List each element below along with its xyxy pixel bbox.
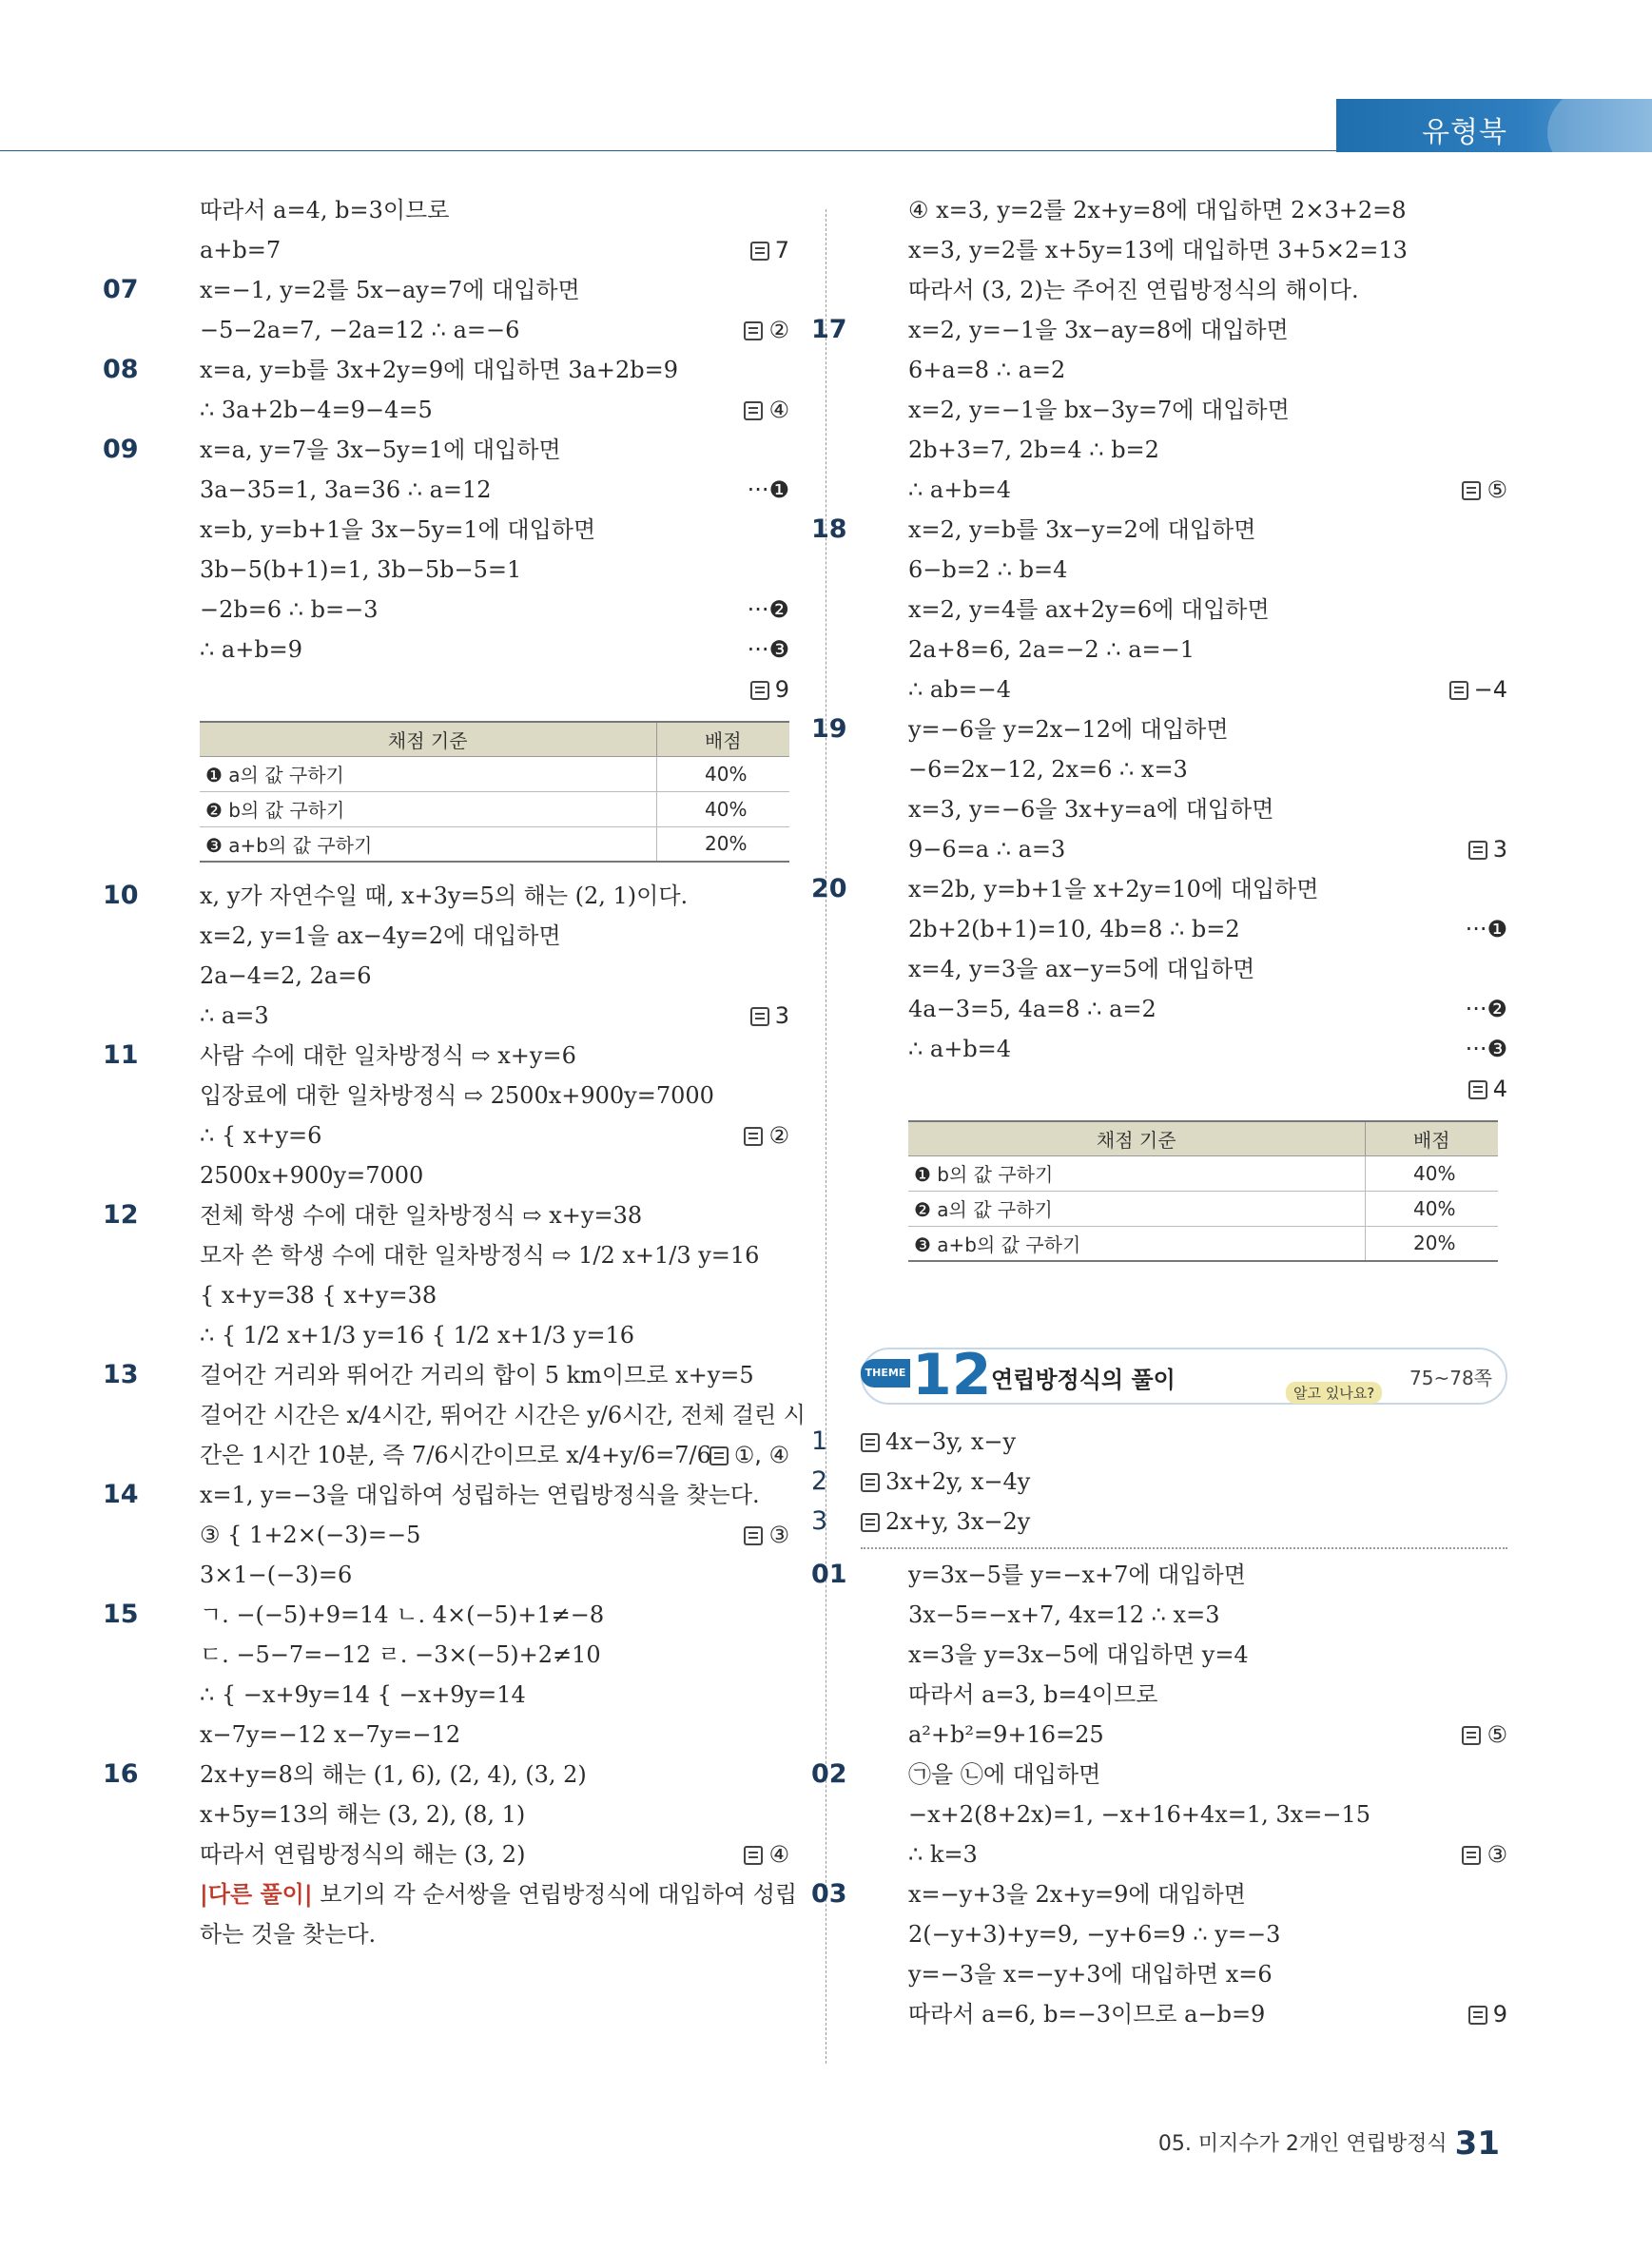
answer-icon — [1468, 2006, 1487, 2025]
alt-solution-label: |다른 풀이| — [200, 1881, 313, 1908]
left-solutions-a — [103, 190, 789, 709]
solution-text: ∴ { x+y=6 — [200, 1122, 322, 1149]
problem-number: 13 — [103, 1360, 139, 1389]
answer-mark — [1462, 1715, 1507, 1755]
theme-item-text: 3x+2y, x−4y — [885, 1468, 1031, 1495]
grading-row — [908, 1155, 1498, 1191]
solution-line — [152, 1555, 789, 1595]
solution-line — [103, 1195, 789, 1235]
answer-icon — [744, 1846, 763, 1865]
answer-icon — [1462, 481, 1481, 500]
grading-row — [200, 756, 789, 791]
solution-text: a²+b²=9+16=25 — [908, 1721, 1104, 1748]
answer-icon — [744, 401, 763, 420]
grading-score: 40% — [656, 791, 789, 826]
grading-criterion: ❸ a+b의 값 구하기 — [908, 1226, 1365, 1261]
answer-value: 7 — [774, 237, 789, 263]
solution-line — [861, 1029, 1507, 1069]
solution-text: ∴ a+b=4 — [908, 476, 1012, 503]
grading-criterion: ❷ a의 값 구하기 — [908, 1191, 1365, 1226]
answer-icon — [750, 681, 769, 700]
solution-text: x=1, y=−3을 대입하여 성립하는 연립방정식을 찾는다. — [200, 1482, 760, 1508]
answer-icon — [750, 242, 769, 261]
theme-item-body — [861, 1422, 1016, 1462]
solution-text: x=3, y=−6을 3x+y=a에 대입하면 — [908, 796, 1274, 823]
problem-number: 01 — [811, 1560, 847, 1589]
answer-value: ···❷ — [1465, 996, 1507, 1022]
theme-pages: 75~78쪽 — [1409, 1367, 1492, 1389]
answer-mark — [1466, 1029, 1507, 1069]
solution-text: 3a−35=1, 3a=36 ∴ a=12 — [200, 476, 492, 503]
theme-item-number: 2 — [811, 1466, 828, 1496]
problem-number: 10 — [103, 881, 139, 910]
solution-text: ∴ a=3 — [200, 1002, 269, 1029]
answer-value: 3 — [774, 1002, 789, 1029]
dotted-separator — [861, 1547, 1507, 1549]
grading-score: 20% — [1365, 1226, 1498, 1261]
solution-line — [811, 510, 1507, 550]
solution-text: 입장료에 대한 일차방정식 ⇨ 2500x+900y=7000 — [200, 1082, 714, 1109]
solution-text: 3b−5(b+1)=1, 3b−5b−5=1 — [200, 556, 522, 583]
problem-number: 09 — [103, 435, 139, 464]
grading-criterion: ❷ b의 값 구하기 — [200, 791, 656, 826]
answer-value: ···❸ — [747, 636, 789, 663]
answer-mark — [1466, 989, 1507, 1029]
solution-text: x=3, y=2를 x+5y=13에 대입하면 3+5×2=13 — [908, 237, 1408, 263]
answer-value: ④ — [768, 397, 789, 423]
answer-value: ④ — [768, 1841, 789, 1868]
answer-value: ···❶ — [747, 476, 789, 503]
tab-decoration — [1547, 99, 1652, 152]
solution-text: 따라서 a=3, b=4이므로 — [908, 1681, 1158, 1708]
solution-text: −x+2(8+2x)=1, −x+16+4x=1, 3x=−15 — [908, 1801, 1370, 1828]
grading-score: 40% — [1365, 1191, 1498, 1226]
answer-value: 4 — [1492, 1076, 1507, 1102]
answer-mark — [1468, 829, 1507, 869]
answer-icon — [861, 1473, 880, 1492]
solution-line — [152, 1116, 789, 1155]
grading-header-score: 배점 — [1365, 1121, 1498, 1155]
grading-row — [200, 826, 789, 862]
grading-header-criteria: 채점 기준 — [908, 1121, 1365, 1155]
answer-mark — [744, 1116, 789, 1155]
solution-line — [811, 1555, 1507, 1595]
answer-icon — [1462, 1846, 1481, 1865]
solution-line — [103, 350, 789, 390]
solution-text: 하는 것을 찾는다. — [200, 1921, 377, 1948]
answer-mark — [744, 310, 789, 350]
solution-line — [861, 1795, 1507, 1834]
problem-number: 11 — [103, 1040, 139, 1070]
answer-mark — [1468, 1994, 1507, 2034]
grading-header-criteria: 채점 기준 — [200, 722, 656, 756]
answer-value: ⑤ — [1487, 1721, 1507, 1748]
left-solutions-b — [103, 876, 806, 1954]
solution-text: ∴ { 1/2 x+1/3 y=16 { 1/2 x+1/3 y=16 — [200, 1322, 635, 1349]
answer-value: ···❶ — [1465, 916, 1507, 942]
grading-criterion: ❶ a의 값 구하기 — [200, 756, 656, 791]
solution-text: 9−6=a ∴ a=3 — [908, 836, 1066, 863]
theme-item-body — [861, 1502, 1030, 1542]
solution-line — [811, 310, 1507, 350]
solution-text: 따라서 a=6, b=−3이므로 a−b=9 — [908, 2001, 1266, 2028]
solution-line — [152, 1275, 789, 1315]
solution-text: x=a, y=b를 3x+2y=9에 대입하면 3a+2b=9 — [200, 357, 679, 383]
solution-text: x−7y=−12 x−7y=−12 — [200, 1721, 461, 1748]
solution-text: 걸어간 거리와 뛰어간 거리의 합이 5 km이므로 x+y=5 — [200, 1362, 754, 1388]
answer-mark — [1462, 1834, 1507, 1874]
header-rule — [0, 150, 1336, 151]
solution-line — [861, 630, 1507, 669]
grading-score: 20% — [656, 826, 789, 862]
answer-mark — [1449, 669, 1507, 709]
right-column — [811, 190, 1507, 2034]
answer-value: 9 — [774, 676, 789, 703]
answer-mark — [1466, 909, 1507, 949]
problem-number: 17 — [811, 315, 847, 344]
solution-line — [152, 1235, 789, 1275]
solution-line — [152, 1874, 798, 1914]
problem-number: 19 — [811, 714, 847, 744]
answer-mark — [1462, 470, 1507, 510]
grading-row — [908, 1226, 1498, 1261]
answer-value: 3 — [1492, 836, 1507, 863]
answer-mark — [750, 669, 789, 709]
answer-mark — [750, 230, 789, 270]
solution-text: 2b+3=7, 2b=4 ∴ b=2 — [908, 437, 1159, 463]
answer-mark — [748, 590, 789, 630]
solution-line — [861, 190, 1507, 230]
theme-item — [811, 1502, 1507, 1542]
solution-text: 2(−y+3)+y=9, −y+6=9 ∴ y=−3 — [908, 1921, 1281, 1948]
theme-item-text: 4x−3y, x−y — [885, 1428, 1017, 1455]
solution-line — [152, 1155, 789, 1195]
solution-line — [152, 1395, 806, 1435]
solution-text: y=−3을 x=−y+3에 대입하면 x=6 — [908, 1961, 1273, 1988]
solution-text: −2b=6 ∴ b=−3 — [200, 596, 379, 623]
answer-icon — [861, 1513, 880, 1532]
answer-value: ③ — [1487, 1841, 1507, 1868]
theme-item-number: 1 — [811, 1426, 828, 1456]
answer-icon — [744, 1526, 763, 1545]
problem-number: 18 — [811, 514, 847, 544]
solution-line — [861, 749, 1507, 789]
solution-text: y=−6을 y=2x−12에 대입하면 — [908, 716, 1229, 743]
solution-text: { x+y=38 { x+y=38 — [200, 1282, 437, 1309]
solution-text: a+b=7 — [200, 237, 282, 263]
answer-icon — [1468, 1080, 1487, 1099]
solution-line — [861, 909, 1507, 949]
answer-icon — [1449, 681, 1468, 700]
solution-text: ④ x=3, y=2를 2x+y=8에 대입하면 2×3+2=8 — [908, 197, 1407, 223]
solution-text: 2b+2(b+1)=10, 4b=8 ∴ b=2 — [908, 916, 1240, 942]
solution-line — [861, 1069, 1507, 1109]
answer-value: ···❷ — [747, 596, 789, 623]
solution-text: −6=2x−12, 2x=6 ∴ x=3 — [908, 756, 1188, 783]
problem-number: 15 — [103, 1600, 139, 1629]
grading-row — [908, 1191, 1498, 1226]
solution-line — [861, 430, 1507, 470]
solution-text: ∴ ab=−4 — [908, 676, 1012, 703]
theme-item-body — [861, 1462, 1030, 1502]
solution-line — [861, 1675, 1507, 1715]
solution-text: 전체 학생 수에 대한 일차방정식 ⇨ x+y=38 — [200, 1202, 643, 1229]
answer-value: ···❸ — [1465, 1036, 1507, 1062]
problem-number: 20 — [811, 874, 847, 903]
solution-text: 2a−4=2, 2a=6 — [200, 962, 372, 989]
solution-line — [811, 869, 1507, 909]
problem-number: 12 — [103, 1200, 139, 1230]
solution-line — [861, 1595, 1507, 1635]
theme-item-number: 3 — [811, 1506, 828, 1536]
solution-line — [861, 590, 1507, 630]
solution-line — [152, 1834, 789, 1874]
solution-text: 6+a=8 ∴ a=2 — [908, 357, 1066, 383]
solution-line — [152, 630, 789, 669]
right-solutions-a — [811, 190, 1507, 1109]
solution-text: x=3을 y=3x−5에 대입하면 y=4 — [908, 1641, 1249, 1668]
solution-line — [152, 669, 789, 709]
answer-value: ⑤ — [1487, 476, 1507, 503]
solution-text: 사람 수에 대한 일차방정식 ⇨ x+y=6 — [200, 1042, 576, 1069]
solution-text: 따라서 (3, 2)는 주어진 연립방정식의 해이다. — [908, 277, 1359, 303]
answer-mark — [744, 390, 789, 430]
solution-line — [861, 1715, 1507, 1755]
solution-line — [152, 916, 789, 956]
answer-mark — [748, 630, 789, 669]
solution-line — [861, 1994, 1507, 2034]
solution-line — [103, 876, 789, 916]
solution-text: 3x−5=−x+7, 4x=12 ∴ x=3 — [908, 1601, 1220, 1628]
solution-text: ∴ { −x+9y=14 { −x+9y=14 — [200, 1681, 526, 1708]
right-grading-table — [908, 1120, 1498, 1262]
solution-text — [200, 1874, 797, 1914]
theme-item — [811, 1422, 1507, 1462]
answer-mark — [750, 996, 789, 1036]
grading-score: 40% — [656, 756, 789, 791]
solution-line — [152, 1635, 789, 1675]
solution-text: ㄷ. −5−7=−12 ㄹ. −3×(−5)+2≠10 — [200, 1641, 601, 1668]
solution-text: y=3x−5를 y=−x+7에 대입하면 — [908, 1562, 1246, 1588]
solution-line — [811, 709, 1507, 749]
grading-header-score: 배점 — [656, 722, 789, 756]
solution-line — [861, 270, 1507, 310]
solution-text: x=−1, y=2를 5x−ay=7에 대입하면 — [200, 277, 580, 303]
solution-line — [152, 230, 789, 270]
answer-icon — [1462, 1726, 1481, 1745]
problem-number: 16 — [103, 1759, 139, 1789]
solution-line — [152, 470, 789, 510]
solution-line — [861, 1914, 1507, 1954]
solution-text: 4a−3=5, 4a=8 ∴ a=2 — [908, 996, 1156, 1022]
solution-text-body: 보기의 각 순서쌍을 연립방정식에 대입하여 성립 — [320, 1881, 798, 1908]
solution-text: ㉠을 ㉡에 대입하면 — [908, 1761, 1101, 1788]
grading-criterion: ❸ a+b의 값 구하기 — [200, 826, 656, 862]
solution-text: x=2, y=−1을 3x−ay=8에 대입하면 — [908, 317, 1289, 343]
solution-text: x=a, y=7을 3x−5y=1에 대입하면 — [200, 437, 561, 463]
solution-line — [861, 390, 1507, 430]
solution-line — [152, 590, 789, 630]
solution-line — [861, 829, 1507, 869]
theme-item-text: 2x+y, 3x−2y — [885, 1508, 1031, 1535]
solution-text: x=2, y=b를 3x−y=2에 대입하면 — [908, 516, 1256, 543]
solution-line — [152, 1675, 789, 1715]
solution-text: 2x+y=8의 해는 (1, 6), (2, 4), (3, 2) — [200, 1761, 587, 1788]
solution-line — [103, 1755, 789, 1795]
solution-line — [861, 230, 1507, 270]
problem-number: 08 — [103, 355, 139, 384]
chapter-title: 05. 미지수가 2개인 연립방정식 — [1157, 2132, 1448, 2156]
answer-mark — [744, 1834, 789, 1874]
left-column — [103, 190, 806, 1954]
solution-text: 2a+8=6, 2a=−2 ∴ a=−1 — [908, 636, 1195, 663]
know-badge: 알고 있나요? — [1286, 1382, 1382, 1404]
solution-line — [152, 510, 789, 550]
problem-number: 03 — [811, 1879, 847, 1909]
problem-number: 07 — [103, 275, 139, 304]
theme-items — [811, 1422, 1507, 1542]
problem-number: 14 — [103, 1480, 139, 1509]
solution-line — [152, 956, 789, 996]
problem-number: 02 — [811, 1759, 847, 1789]
solution-line — [152, 390, 789, 430]
solution-line — [152, 550, 789, 590]
solution-line — [152, 310, 789, 350]
solution-text: x=−y+3을 2x+y=9에 대입하면 — [908, 1881, 1246, 1908]
solution-text: −5−2a=7, −2a=12 ∴ a=−6 — [200, 317, 520, 343]
tab-label: 유형북 — [1422, 116, 1507, 149]
solution-line — [861, 550, 1507, 590]
solution-line — [861, 1834, 1507, 1874]
theme-badge: THEME — [861, 1359, 910, 1387]
answer-icon — [1468, 841, 1487, 860]
solution-text: 간은 1시간 10분, 즉 7/6시간이므로 x/4+y/6=7/6 — [200, 1442, 711, 1468]
solution-line — [861, 949, 1507, 989]
answer-icon — [861, 1433, 880, 1452]
solution-text: ∴ k=3 — [908, 1841, 978, 1868]
solution-text: 6−b=2 ∴ b=4 — [908, 556, 1068, 583]
left-grading-table — [200, 721, 789, 863]
answer-mark — [744, 1515, 789, 1555]
right-solutions-b — [811, 1555, 1507, 2034]
solution-line — [811, 1874, 1507, 1914]
answer-value: ①, ④ — [733, 1442, 789, 1468]
solution-text: ③ { 1+2×(−3)=−5 — [200, 1522, 421, 1548]
solution-text: ∴ a+b=9 — [200, 636, 303, 663]
answer-value: −4 — [1473, 676, 1507, 703]
page-number: 31 — [1454, 2125, 1500, 2163]
solution-text: x=4, y=3을 ax−y=5에 대입하면 — [908, 956, 1255, 982]
solution-line — [152, 1795, 789, 1834]
solution-text: x=2b, y=b+1을 x+2y=10에 대입하면 — [908, 876, 1319, 902]
solution-line — [152, 1515, 789, 1555]
solution-line — [811, 1755, 1507, 1795]
answer-icon — [709, 1446, 729, 1465]
solution-text: ∴ a+b=4 — [908, 1036, 1012, 1062]
answer-value: ② — [768, 317, 789, 343]
theme-title: 연립방정식의 풀이 — [991, 1367, 1176, 1393]
answer-icon — [750, 1007, 769, 1026]
solution-line — [861, 669, 1507, 709]
theme-item — [811, 1462, 1507, 1502]
solution-text: 모자 쓴 학생 수에 대한 일차방정식 ⇨ 1/2 x+1/3 y=16 — [200, 1242, 760, 1269]
solution-text: 2500x+900y=7000 — [200, 1162, 424, 1189]
solution-text: 걸어간 시간은 x/4시간, 뛰어간 시간은 y/6시간, 전체 걸린 시 — [200, 1402, 806, 1428]
solution-line — [861, 989, 1507, 1029]
solution-line — [861, 789, 1507, 829]
solution-line — [152, 1315, 789, 1355]
solution-line — [152, 190, 789, 230]
solution-line — [861, 1954, 1507, 1994]
solution-line — [861, 1635, 1507, 1675]
solution-line — [152, 1914, 789, 1954]
answer-value: ③ — [768, 1522, 789, 1548]
grading-row — [200, 791, 789, 826]
page-footer — [1158, 2125, 1500, 2163]
answer-icon — [744, 321, 763, 340]
solution-line — [103, 1036, 789, 1076]
solution-text: x=b, y=b+1을 3x−5y=1에 대입하면 — [200, 516, 596, 543]
solution-line — [152, 1076, 789, 1116]
answer-mark — [748, 470, 789, 510]
answer-mark — [709, 1435, 789, 1475]
solution-line — [103, 1355, 789, 1395]
grading-score: 40% — [1365, 1155, 1498, 1191]
theme-number: 12 — [912, 1342, 992, 1408]
answer-mark — [1468, 1069, 1507, 1109]
solution-line — [103, 270, 789, 310]
solution-text: ∴ 3a+2b−4=9−4=5 — [200, 397, 433, 423]
solution-text: x=2, y=4를 ax+2y=6에 대입하면 — [908, 596, 1270, 623]
answer-value: 9 — [1492, 2001, 1507, 2028]
solution-text: x+5y=13의 해는 (3, 2), (8, 1) — [200, 1801, 526, 1828]
grading-criterion: ❶ b의 값 구하기 — [908, 1155, 1365, 1191]
answer-icon — [744, 1127, 763, 1146]
solution-line — [152, 1715, 789, 1755]
solution-text: 따라서 a=4, b=3이므로 — [200, 197, 450, 223]
solution-line — [103, 1595, 789, 1635]
solution-line — [103, 430, 789, 470]
solution-line — [103, 1475, 789, 1515]
solution-line — [152, 1435, 789, 1475]
solution-line — [861, 350, 1507, 390]
solution-text: x, y가 자연수일 때, x+3y=5의 해는 (2, 1)이다. — [200, 883, 689, 909]
solution-text: x=2, y=−1을 bx−3y=7에 대입하면 — [908, 397, 1290, 423]
book-tab — [1336, 99, 1652, 152]
theme-banner — [861, 1342, 1507, 1408]
answer-value: ② — [768, 1122, 789, 1149]
solution-text: 따라서 연립방정식의 해는 (3, 2) — [200, 1841, 526, 1868]
solution-line — [152, 996, 789, 1036]
solution-text: ㄱ. −(−5)+9=14 ㄴ. 4×(−5)+1≠−8 — [200, 1601, 605, 1628]
solution-text: 3×1−(−3)=6 — [200, 1562, 353, 1588]
solution-line — [861, 470, 1507, 510]
solution-text: x=2, y=1을 ax−4y=2에 대입하면 — [200, 922, 561, 949]
